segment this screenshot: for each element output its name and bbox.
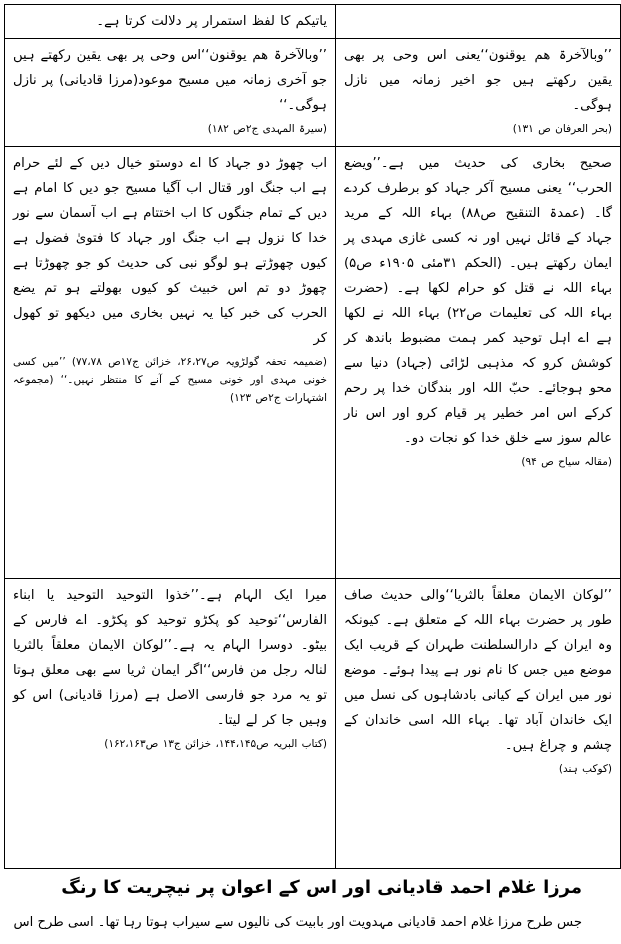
table-row bbox=[5, 147, 621, 579]
table-row bbox=[5, 579, 621, 869]
reference: (کتاب البریہ ص۱۴۴،۱۴۵، خزائن ج۱۳ ص۱۶۲،۱۶۳) bbox=[104, 738, 327, 750]
qadiani-cell bbox=[5, 5, 336, 39]
comparison-table bbox=[4, 4, 621, 869]
qadiani-cell bbox=[5, 147, 336, 579]
cell-text: میرا ایک الہام ہے۔’’خذوا التوحید التوحید یا ابناء الفارس‘‘توحید کو پکڑو توحید کو پکڑو۔ اے فارس کے بیٹو۔ دوسرا الہام یہ ہے۔’’لوکان الایمان معلقاً بالثریا لنالہ رجل من فارس‘‘اگر ایمان ثریا سے بھی معلق ہوتا تو یہ مرد جو فارسی الاصل ہے (مرزا قادیانی) اس کو وہیں جا کر لے لیتا۔ bbox=[13, 588, 327, 728]
reference: (سیرۃ المہدی ج۲ص ۱۸۲) bbox=[207, 123, 327, 135]
reference: (مقالہ سیاح ص ۹۴) bbox=[521, 456, 612, 468]
bahai-cell bbox=[336, 147, 621, 579]
qadiani-cell bbox=[5, 39, 336, 147]
table-row bbox=[5, 5, 621, 39]
body-paragraph: جس طرح مرزا غلام احمد قادیانی مہدویت اور بابیت کی نالیوں سے سیراب ہوتا رہا تھا۔ اسی طرح اس bbox=[13, 915, 582, 930]
bahai-cell bbox=[336, 579, 621, 869]
cell-text: یاتیکم کا لفظ استمرار پر دلالت کرتا ہے۔ bbox=[96, 14, 327, 29]
reference: (بحر العرفان ص ۱۳۱) bbox=[512, 123, 612, 135]
qadiani-cell bbox=[5, 579, 336, 869]
cell-text: ’’وبالآخرۃ ھم یوقنون‘‘یعنی اس وحی پر بھی یقین رکھتے ہیں جو اخیر زمانہ میں نازل ہوگی۔ bbox=[344, 48, 612, 113]
cell-text: اب چھوڑ دو جہاد کا اے دوستو خیال دیں کے لئے حرام ہے اب جنگ اور قتال اب آگیا مسیح جو دیں کا امام ہے دیں کے تمام جنگوں کا اب اختتام ہے اب آسمان سے نور خدا کا نزول ہے اب جنگ اور جہاد کا فتویٰ فضول ہے کیوں چھوڑتے ہو لوگو نبی کی حدیث کو جو چھوڑتا ہے چھوڑ دو تم اس خبیث کو کیوں بھولتے ہو تم یضع الحرب کی خبر کیا یہ نہیں بخاری میں دیکھو تو کھول کر bbox=[13, 156, 327, 346]
bahai-cell bbox=[336, 39, 621, 147]
reference: (ضمیمہ تحفہ گولڑویہ ص۲۶،۲۷، خزائن ج۱۷ص ۷۷،۷۸) ’’میں کسی خونی مہدی اور خونی مسیح کے آنے کا منتظر نہیں۔‘‘ (مجموعہ اشتہارات ج۲ص ۱۲۳) bbox=[13, 356, 327, 404]
bahai-cell bbox=[336, 5, 621, 39]
cell-text: صحیح بخاری کی حدیث میں ہے۔’’ویضع الحرب‘‘ یعنی مسیح آکر جہاد کو برطرف کردے گا۔ (عمدۃ التنقیح ص۸۸) بہاء اللہ کے مرید جہاد کے قائل نہیں اور نہ کسی غازی مہدی پر ایمان رکھتے ہیں۔ (الحکم ۳۱مئی ۱۹۰۵ء ص۵) بہاء اللہ نے قتل کو حرام لکھا ہے۔ (حضرت بہاء اللہ کی تعلیمات ص۲۲) بہاء اللہ نے لکھا ہے اے اہل توحید کمر ہمت مضبوط باندھ کر کوشش کرو کہ مذہبی لڑائی (جہاد) دنیا سے محو ہوجائے۔ حبّ اللہ اور بندگان خدا پر رحم کرکے اس امر خطیر پر قیام کرو اور اس نار عالم سوز سے خلق خدا کو نجات دو۔ bbox=[344, 156, 612, 446]
section-heading: مرزا غلام احمد قادیانی اور اس کے اعوان پر نیچریت کا رنگ bbox=[61, 877, 582, 898]
cell-text: ’’وبالآخرۃ ھم یوقنون‘‘اس وحی پر بھی یقین رکھتے ہیں جو آخری زمانہ میں مسیح موعود(مرزا قادیانی) پر نازل ہوگی۔‘‘ bbox=[13, 48, 327, 113]
cell-text: ’’لوکان الایمان معلقاً بالثریا‘‘والی حدیث صاف طور پر حضرت بہاء اللہ کے متعلق ہے۔ کیونکہ وہ ایران کے دارالسلطنت طہران کے قریب ایک موضع میں جس کا نام نور ہے پیدا ہوئے۔ موضع نور میں ایران کے کیانی بادشاہوں کی نسل میں ایک خاندان آباد تھا۔ بہاء اللہ اسی خاندان کے چشم و چراغ ہیں۔ bbox=[344, 588, 612, 753]
table-row bbox=[5, 39, 621, 147]
reference: (کوکب ہند) bbox=[558, 763, 612, 775]
